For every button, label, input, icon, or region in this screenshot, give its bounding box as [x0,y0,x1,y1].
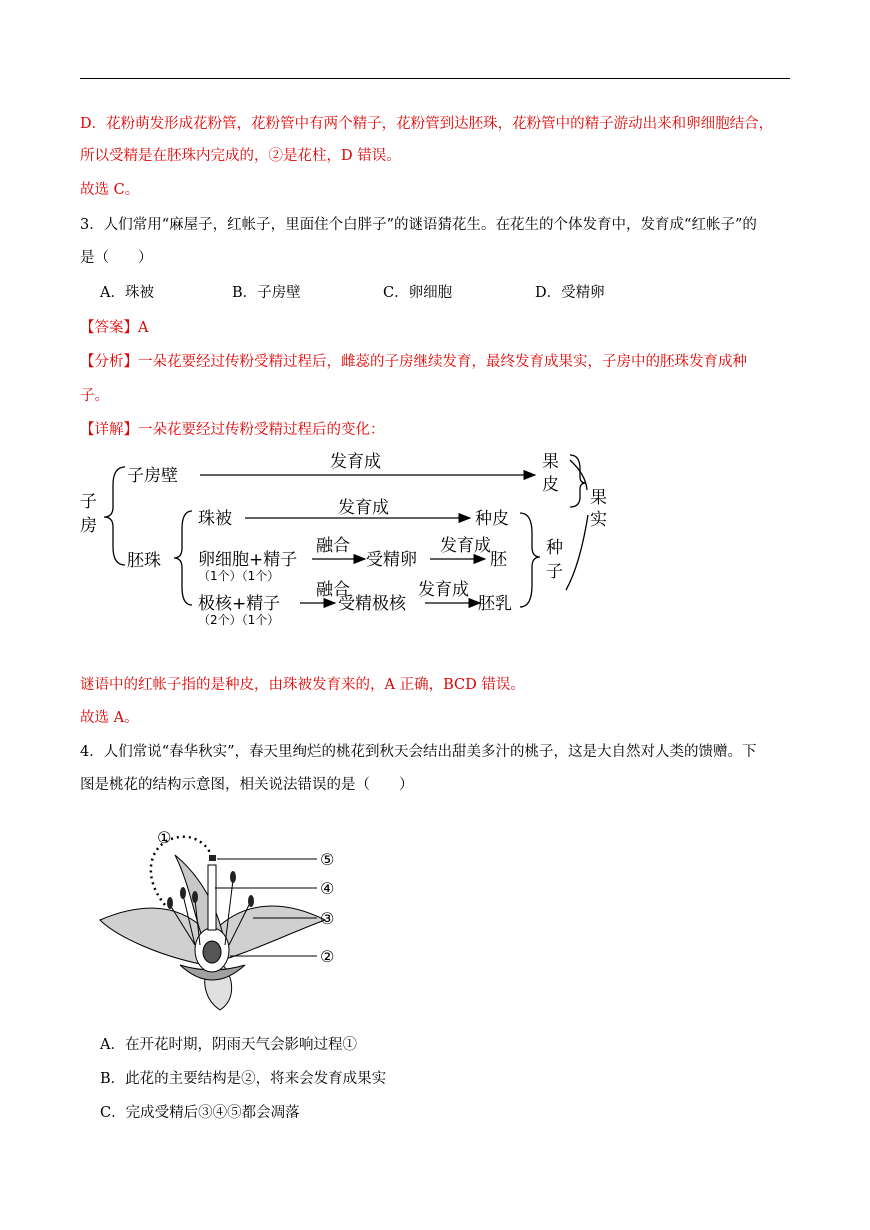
diagram-guo: 果 [542,452,559,472]
q3-detail: 【详解】一朵花要经过传粉受精过程后的变化： [80,422,385,438]
q3-option-d: D．受精卵 [535,285,605,301]
q4-option-a: A．在开花时期，阴雨天气会影响过程① [100,1037,357,1053]
label-5: ⑤ [320,850,335,869]
q3-analysis-line2: 子。 [80,388,109,404]
label-3: ③ [320,909,335,928]
label-2: ② [320,947,335,966]
q3-choose: 故选 A。 [80,710,139,726]
q3-answer: 【答案】A [80,320,149,336]
q2-choose: 故选 C。 [80,182,140,198]
diagram-ovule: 胚珠 [127,551,161,571]
diagram-develops-3: 发育成 [440,536,491,556]
diagram-pi: 皮 [542,475,559,495]
diagram-endosperm: 胚乳 [478,594,512,614]
diagram-fuse-1: 融合 [316,536,350,556]
q2-option-d-line2: 所以受精是在胚珠内完成的，②是花柱，D 错误。 [80,148,401,164]
diagram-seed-coat: 种皮 [475,509,509,529]
q4-option-b: B．此花的主要结构是②，将来会发育成果实 [100,1071,387,1087]
diagram-egg-sperm: 卵细胞+精子 [198,550,298,570]
q4-stem-line1: 4．人们常说“春华秋实”，春天里绚烂的桃花到秋天会结出甜美多汁的桃子，这是大自然对人类的馈赠。下 [80,744,757,760]
diagram-develops-4: 发育成 [418,580,469,600]
q3-conclusion: 谜语中的红帐子指的是种皮，由珠被发育来的，A 正确，BCD 错误。 [80,677,525,693]
diagram-zi2: 子 [546,562,563,582]
q4-stem-line2: 图是桃花的结构示意图，相关说法错误的是（ ） [80,777,414,793]
diagram-guo2: 果 [590,488,607,508]
diagram-zi: 子 [80,492,97,512]
diagram-fertilized-polar: 受精极核 [338,594,406,614]
diagram-integument: 珠被 [198,509,232,529]
ovary-development-diagram [80,445,640,635]
q3-option-b: B．子房壁 [232,285,301,301]
label-4: ④ [320,879,335,898]
header-rule [80,78,790,79]
diagram-zhong: 种 [546,538,563,558]
q3-option-a: A．珠被 [100,285,154,301]
q3-option-c: C．卵细胞 [383,285,453,301]
diagram-fuse-2: 融合 [316,580,350,600]
diagram-embryo: 胚 [490,550,507,570]
diagram-row3-count: （2个）（1个） [198,613,280,627]
diagram-polar-sperm: 极核+精子 [198,594,281,614]
q4-option-c: C．完成受精后③④⑤都会凋落 [100,1105,300,1121]
diagram-row2-count: （1个）（1个） [198,569,280,583]
q3-analysis-line1: 【分析】一朵花要经过传粉受精过程后，雌蕊的子房继续发育，最终发育成果实，子房中的胚珠发育成种 [80,354,747,370]
diagram-develops-1: 发育成 [330,452,381,472]
label-1: ① [157,828,172,847]
q2-option-d-line1: D．花粉萌发形成花粉管，花粉管中有两个精子，花粉管到达胚珠，花粉管中的精子游动出来和卵细胞结合， [80,116,774,132]
diagram-fang: 房 [80,516,97,536]
diagram-zygote: 受精卵 [366,550,417,570]
q3-stem-line1: 3．人们常用“麻屋子，红帐子，里面住个白胖子”的谜语猜花生。在花生的个体发育中，发育成“红帐子”的 [80,217,757,233]
peach-flower-diagram [95,825,355,1015]
diagram-ovary-wall: 子房壁 [127,466,178,486]
q3-stem-line2: 是（ ） [80,250,153,266]
diagram-shi: 实 [590,510,607,530]
diagram-develops-2: 发育成 [338,498,389,518]
